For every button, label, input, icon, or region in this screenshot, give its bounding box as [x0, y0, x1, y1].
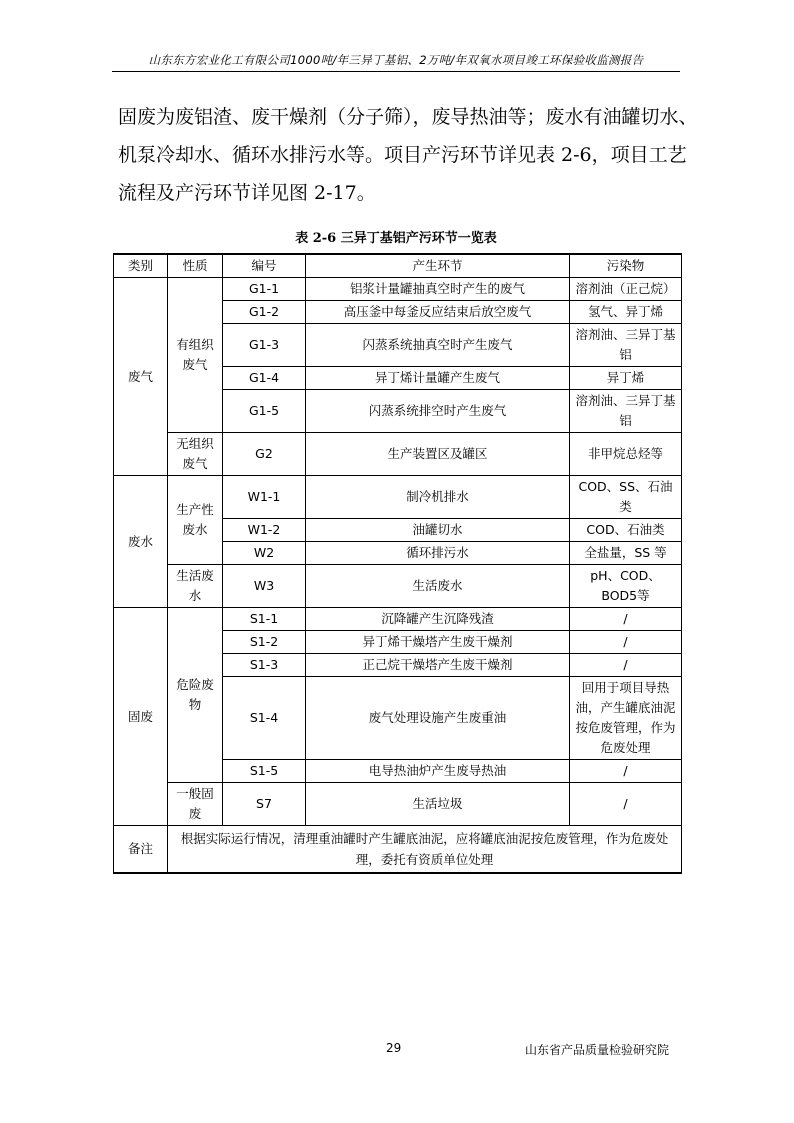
- category-cell: 固废: [114, 608, 168, 826]
- pollutant-cell: 溶剂油（正己烷）: [570, 278, 682, 301]
- process-cell: 废气处理设施产生废重油: [306, 677, 570, 760]
- code-cell: G1-1: [223, 278, 306, 301]
- table-row: [114, 783, 682, 826]
- pollutant-cell: /: [570, 631, 682, 654]
- table-caption: 表 2-6 三异丁基铝产污环节一览表: [295, 231, 497, 246]
- process-cell: 循环排污水: [306, 542, 570, 565]
- paragraph-line: 流程及产污环节详见图 2-17。: [118, 182, 376, 204]
- code-cell: S1-2: [223, 631, 306, 654]
- body-paragraph: [118, 98, 698, 212]
- code-cell: W3: [223, 565, 306, 608]
- code-cell: S1-1: [223, 608, 306, 631]
- process-cell: 闪蒸系统排空时产生废气: [306, 390, 570, 433]
- header-cell: 污染物: [570, 254, 682, 278]
- note-row: [114, 826, 682, 874]
- footer-organization: 山东省产品质量检验研究院: [525, 1043, 670, 1057]
- table-row: [114, 476, 682, 519]
- process-cell: 铝浆计量罐抽真空时产生的废气: [306, 278, 570, 301]
- header-cell: 性质: [168, 254, 223, 278]
- code-cell: S1-4: [223, 677, 306, 760]
- paragraph-line: 机泵冷却水、循环水排污水等。项目产污环节详见表 2-6，项目工艺: [118, 144, 687, 166]
- process-cell: 异丁烯计量罐产生废气: [306, 367, 570, 390]
- pollutant-cell: /: [570, 654, 682, 677]
- process-cell: 生活垃圾: [306, 783, 570, 826]
- header-rule: [112, 71, 680, 72]
- table-header-row: [114, 254, 682, 278]
- code-cell: S7: [223, 783, 306, 826]
- code-cell: G1-2: [223, 301, 306, 324]
- header-cell: 类别: [114, 254, 168, 278]
- code-cell: S1-3: [223, 654, 306, 677]
- page-number: 29: [386, 1041, 402, 1055]
- code-cell: S1-5: [223, 760, 306, 783]
- process-cell: 生产装置区及罐区: [306, 433, 570, 476]
- pollutant-cell: /: [570, 760, 682, 783]
- pollution-table: [113, 253, 682, 874]
- process-cell: 正己烷干燥塔产生废干燥剂: [306, 654, 570, 677]
- header-cell: 编号: [223, 254, 306, 278]
- pollutant-cell: 溶剂油、三异丁基铝: [570, 324, 682, 367]
- pollutant-cell: /: [570, 608, 682, 631]
- page-header: 山东东方宏业化工有限公司1000吨/年三异丁基铝、2万吨/年双氧水项目竣工环保验收监测报告: [148, 53, 644, 67]
- table-row: [114, 278, 682, 301]
- note-label-cell: 备注: [114, 826, 168, 874]
- process-cell: 沉降罐产生沉降残渣: [306, 608, 570, 631]
- code-cell: W1-2: [223, 519, 306, 542]
- code-cell: W1-1: [223, 476, 306, 519]
- pollutant-cell: 溶剂油、三异丁基铝: [570, 390, 682, 433]
- pollutant-cell: 回用于项目导热油，产生罐底油泥按危废管理，作为危废处理: [570, 677, 682, 760]
- process-cell: 异丁烯干燥塔产生废干燥剂: [306, 631, 570, 654]
- nature-cell: 生活废水: [168, 565, 223, 608]
- code-cell: G2: [223, 433, 306, 476]
- note-text-cell: 根据实际运行情况，清理重油罐时产生罐底油泥，应将罐底油泥按危废管理，作为危废处理，委托有资质单位处理: [168, 826, 682, 874]
- pollutant-cell: 异丁烯: [570, 367, 682, 390]
- pollutant-cell: COD、SS、石油类: [570, 476, 682, 519]
- table-row: [114, 565, 682, 608]
- pollutant-cell: COD、石油类: [570, 519, 682, 542]
- pollutant-cell: pH、COD、BOD5等: [570, 565, 682, 608]
- process-cell: 油罐切水: [306, 519, 570, 542]
- code-cell: G1-3: [223, 324, 306, 367]
- pollutant-cell: /: [570, 783, 682, 826]
- code-cell: G1-5: [223, 390, 306, 433]
- process-cell: 高压釜中每釜反应结束后放空废气: [306, 301, 570, 324]
- code-cell: G1-4: [223, 367, 306, 390]
- nature-cell: 有组织废气: [168, 278, 223, 433]
- nature-cell: 生产性废水: [168, 476, 223, 565]
- process-cell: 生活废水: [306, 565, 570, 608]
- process-cell: 制冷机排水: [306, 476, 570, 519]
- nature-cell: 一般固废: [168, 783, 223, 826]
- table-row: [114, 608, 682, 631]
- pollutant-cell: 氢气、异丁烯: [570, 301, 682, 324]
- header-cell: 产生环节: [306, 254, 570, 278]
- category-cell: 废气: [114, 278, 168, 476]
- code-cell: W2: [223, 542, 306, 565]
- process-cell: 闪蒸系统抽真空时产生废气: [306, 324, 570, 367]
- table-row: [114, 433, 682, 476]
- pollutant-cell: 全盐量，SS 等: [570, 542, 682, 565]
- nature-cell: 危险废物: [168, 608, 223, 783]
- category-cell: 废水: [114, 476, 168, 608]
- paragraph-line: 固废为废铝渣、废干燥剂（分子筛），废导热油等；废水有油罐切水、: [118, 106, 698, 128]
- nature-cell: 无组织废气: [168, 433, 223, 476]
- process-cell: 电导热油炉产生废导热油: [306, 760, 570, 783]
- pollutant-cell: 非甲烷总烃等: [570, 433, 682, 476]
